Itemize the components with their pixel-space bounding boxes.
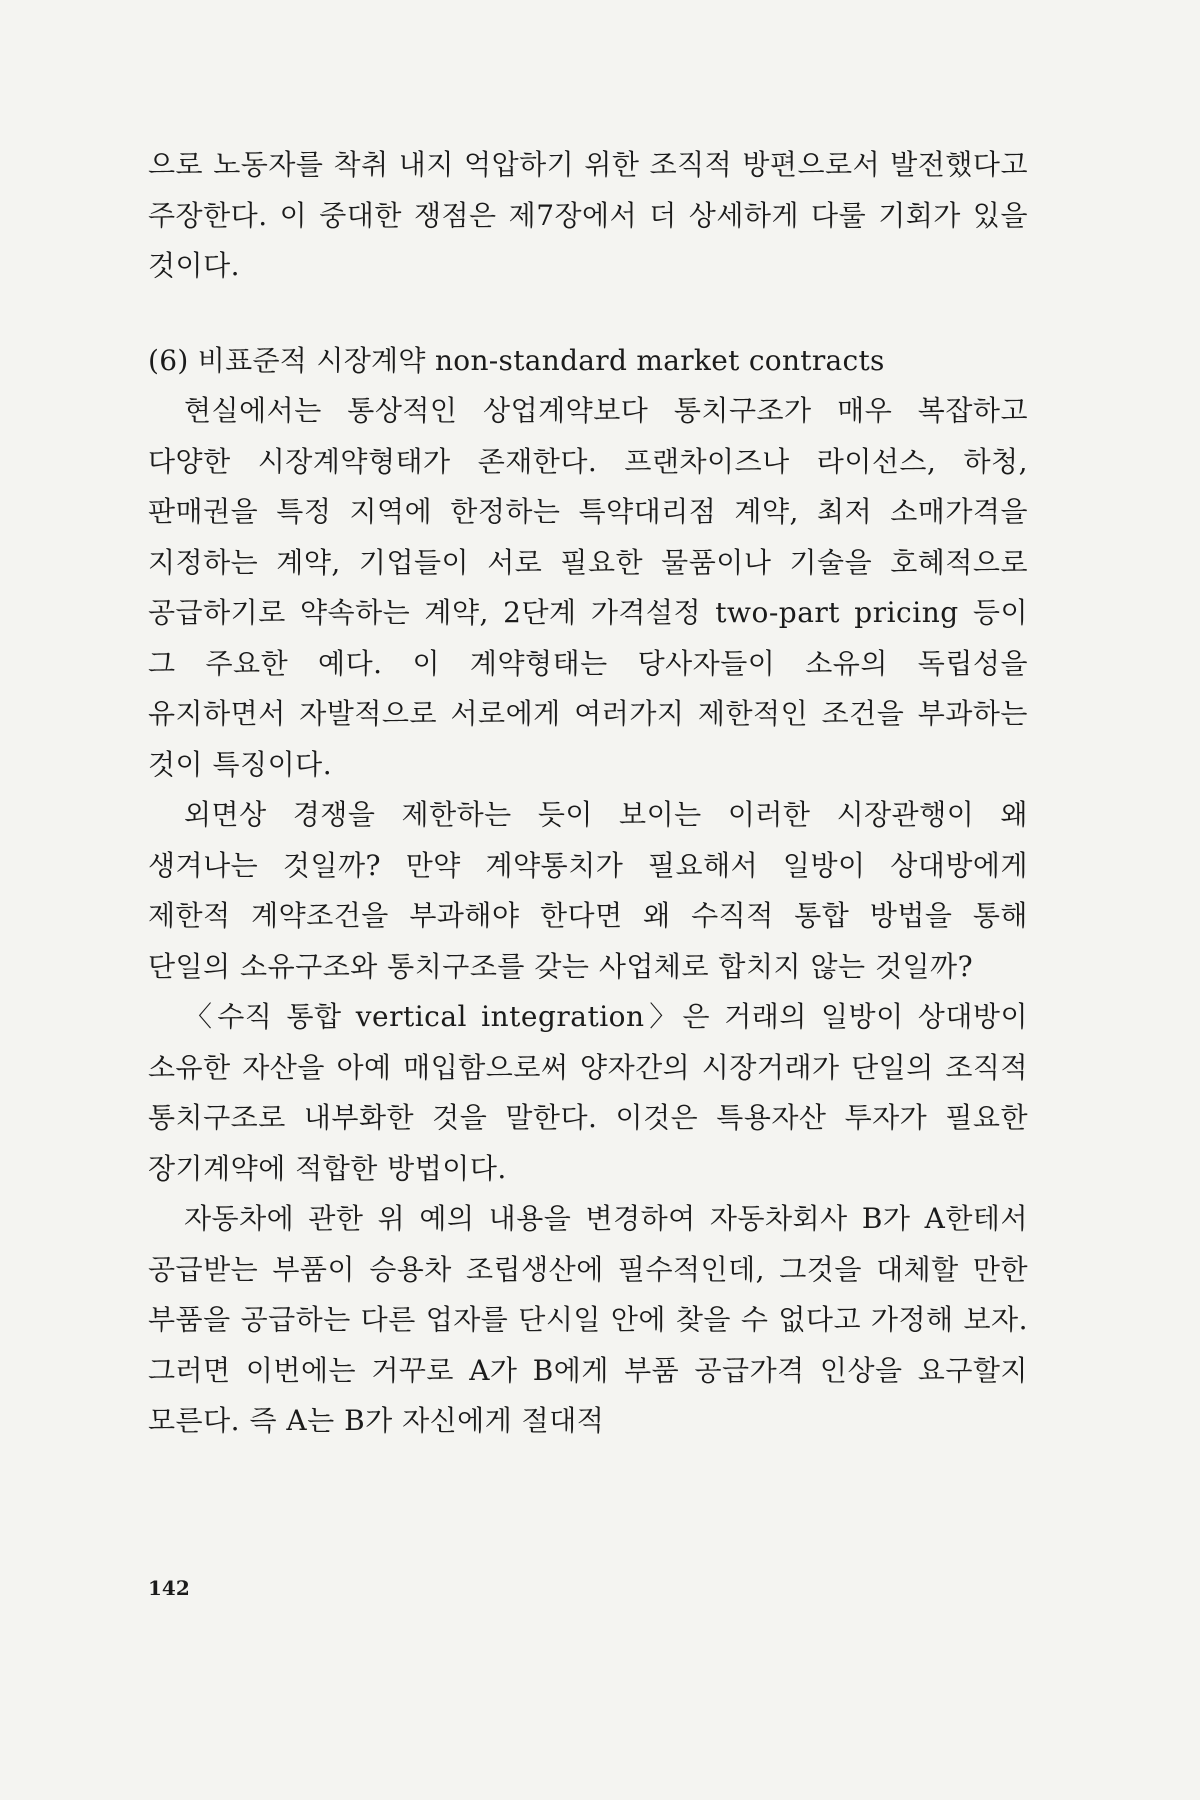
- paragraph: 〈수직 통합 vertical integration〉은 거래의 일방이 상대방이 소유한 자산을 아예 매입함으로써 양자간의 시장거래가 단일의 조직적 통치구조로 내부화한 것을 말한다. 이것은 특용자산 투자가 필요한 장기계약에 적합한 방법이다.: [148, 1000, 1028, 1185]
- section-heading: (6) 비표준적 시장계약 non-standard market contracts: [148, 343, 885, 377]
- paragraph: 자동차에 관한 위 예의 내용을 변경하여 자동차회사 B가 A한테서 공급받는 부품이 승용차 조립생산에 필수적인데, 그것을 대체할 만한 부품을 공급하는 다른 업자를 단시일 안에 찾을 수 없다고 가정해 보자. 그러면 이번에는 거꾸로 A가 B에게 부품 공급가격 인상을 요구할지 모른다. 즉 A는 B가 자신에게 절대적: [148, 1202, 1028, 1437]
- body-text: [148, 140, 1028, 1447]
- paragraph: 외면상 경쟁을 제한하는 듯이 보이는 이러한 시장관행이 왜 생겨나는 것일까? 만약 계약통치가 필요해서 일방이 상대방에게 제한적 계약조건을 부과해야 한다면 왜 수직적 통합 방법을 통해 단일의 소유구조와 통치구조를 갖는 사업체로 합치지 않는 것일까?: [148, 798, 1028, 983]
- page-number: 142: [148, 1576, 190, 1600]
- paragraph-continued: 으로 노동자를 착취 내지 억압하기 위한 조직적 방편으로서 발전했다고 주장한다. 이 중대한 쟁점은 제7장에서 더 상세하게 다룰 기회가 있을 것이다.: [148, 148, 1028, 282]
- section-spacer: [148, 292, 1028, 336]
- paragraph: 현실에서는 통상적인 상업계약보다 통치구조가 매우 복잡하고 다양한 시장계약형태가 존재한다. 프랜차이즈나 라이선스, 하청, 판매권을 특정 지역에 한정하는 특약대리점 계약, 최저 소매가격을 지정하는 계약, 기업들이 서로 필요한 물품이나 기술을 호혜적으로 공급하기로 약속하는 계약, 2단계 가격설정 two-part pricing 등이 그 주요한 예다. 이 계약형태는 당사자들이 소유의 독립성을 유지하면서 자발적으로 서로에게 여러가지 제한적인 조건을 부과하는 것이 특징이다.: [148, 394, 1028, 781]
